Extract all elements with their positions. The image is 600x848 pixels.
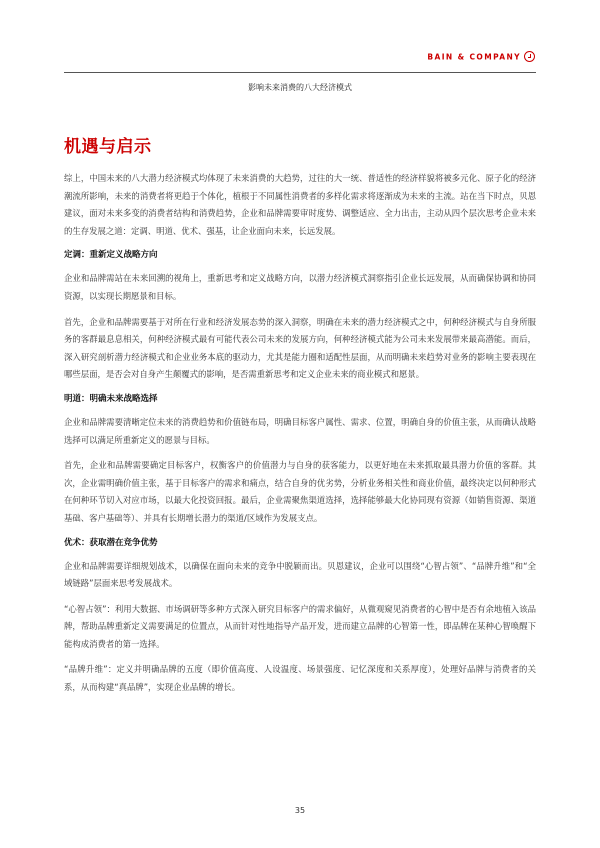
paragraph: 企业和品牌需要详细规划战术，以确保在面向未来的竞争中脱颖而出。贝恩建议，企业可以围绕“心智占领”、“品牌升维”和“全域链路”层面来思考发展战术。: [64, 560, 536, 589]
paragraph: “品牌升维”：定义并明确品牌的五度（即价值高度、人设温度、场景强度、记忆深度和关系厚度），处理好品牌与消费者的关系，从而构建“真品牌”，实现企业品牌的增长。: [64, 664, 536, 693]
paragraph: 首先，企业和品牌需要确定目标客户，权衡客户的价值潜力与自身的获客能力，以更好地在未来抓取最具潜力价值的客群。其次，企业需明确价值主张，基于目标客户的需求和痛点，结合自身的优劣势，分析业务相关性和商业价值，最终决定以何种形式在何种环节切入对应市场，以最大化投资回报。最后，企业需聚焦渠道选择，选择能够最大化协同现有资源（如销售资源、渠道基础、客户基础等）、并具有长期增长潜力的渠道/区域作为发展支点。: [64, 460, 536, 523]
main-content: [64, 170, 536, 705]
intro-paragraph: 综上，中国未来的八大潜力经济模式均体现了未来消费的大趋势，过往的大一统、普适性的经济样貌将被多元化、原子化的经济潮流所影响，未来的消费者将更趋于个体化，植根于不同属性消费者的多样化需求将逐渐成为未来的主流。站在当下时点，贝恩建议，面对未来多变的消费者结构和消费趋势，企业和品牌需要审时度势、调整适应、全力出击，主动从四个层次思考企业未来的生存发展之道：定调、明道、优术、强基，让企业面向未来，长远发展。: [64, 173, 536, 236]
page-number: 35: [294, 806, 306, 815]
section-heading-mingdao: 明道：明确未来战略选择: [64, 393, 158, 404]
paragraph: “心智占领”：利用大数据、市场调研等多种方式深入研究目标客户的需求偏好，从微观窥见消费者的心智中是否有余地植入该品牌，帮助品牌重新定义需要满足的位置点，从而针对性地指导产品开发，进而建立品牌的心智第一性，即品牌在某种心智唤醒下能构成消费者的第一选择。: [64, 603, 536, 649]
section-heading-youshu: 优术：获取潜在竞争优势: [64, 537, 158, 548]
section-title: 机遇与启示: [64, 137, 152, 157]
brand-name: BAIN & COMPANY: [427, 52, 521, 62]
section-heading-dingdiao: 定调：重新定义战略方向: [64, 250, 158, 261]
brand-logo-text: [0, 52, 535, 63]
header-subtitle: 影响未来消费的八大经济模式: [248, 83, 352, 92]
brand-mark-icon: [524, 51, 535, 62]
paragraph: 企业和品牌需要清晰定位未来的消费趋势和价值链布局，明确目标客户属性、需求、位置，明确自身的价值主张，从而确认战略选择可以满足所重新定义的愿景与目标。: [64, 416, 536, 445]
header-divider: [64, 72, 536, 73]
paragraph: 首先，企业和品牌需要基于对所在行业和经济发展态势的深入洞察，明确在未来的潜力经济模式之中，何种经济模式与自身所服务的客群最息息相关，何种经济模式最有可能代表公司未来的发展方向，何种经济模式能为公司未来发展带来最高潜能。而后，深入研究剖析潜力经济模式和企业业务本底的驱动力，尤其是能力圈和适配性层面，从而明确未来趋势对业务的影响主要表现在哪些层面，是否会对自身产生颠覆式的影响，是否需重新思考和定义企业未来的商业模式和愿景。: [64, 316, 536, 380]
paragraph: 企业和品牌需站在未来回溯的视角上，重新思考和定义战略方向，以潜力经济模式洞察指引企业长远发展，从而确保协调和协同资源，以实现长期愿景和目标。: [64, 273, 536, 301]
